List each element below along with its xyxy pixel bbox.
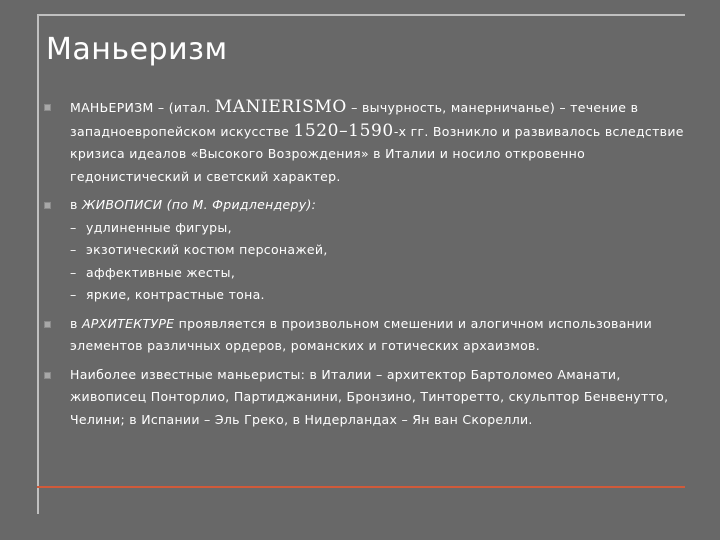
dash-bullet: – — [70, 287, 77, 302]
painting-feature-text: удлиненные фигуры, — [86, 219, 232, 235]
definition-years: 1520–1590 — [293, 120, 394, 141]
frame-bottom-accent-line — [37, 486, 685, 488]
definition-latin-term: MANIERISMO — [214, 97, 347, 117]
painting-features-list — [70, 217, 684, 307]
slide-title: Маньеризм — [46, 32, 228, 67]
painting-feature-item — [70, 284, 684, 307]
square-bullet-icon — [44, 372, 51, 379]
painting-feature-text: аффективные жесты, — [86, 264, 236, 280]
dash-bullet: – — [70, 219, 77, 235]
square-bullet-icon — [44, 321, 51, 328]
architecture-heading: АРХИТЕКТУРЕ — [81, 315, 175, 331]
bullet-item-painting — [44, 194, 684, 307]
painting-feature-text: экзотический костюм персонажей, — [86, 242, 328, 257]
painting-prefix: в — [70, 197, 82, 212]
architecture-prefix: в — [70, 315, 82, 331]
square-bullet-icon — [44, 202, 51, 209]
slide-content — [44, 96, 684, 431]
frame-top-line — [37, 14, 685, 16]
painting-feature-item — [70, 217, 684, 240]
definition-text-b: – вычурность, манерничанье) – течение в западноевропейском искусстве — [70, 100, 639, 139]
dash-bullet: – — [70, 264, 77, 280]
dash-bullet: – — [70, 242, 77, 257]
bullet-item-mannerists — [44, 364, 684, 432]
bullet-item-architecture — [44, 313, 684, 358]
mannerists-text: Наиболее известные маньеристы: в Италии – архитектор Бартоломео Аманати, живописец Понторлио, Партиджанини, Бронзино, Тинторетто, скульптор Бенвенутто, Челини; в Испании – Эль Греко, в Нидерландах – Ян ван Скорелли. — [70, 366, 669, 427]
painting-feature-text: яркие, контрастные тона. — [86, 287, 265, 302]
definition-term: МАНЬЕРИЗМ — [70, 100, 154, 115]
painting-heading: ЖИВОПИСИ (по М. Фридлендеру): — [81, 197, 317, 212]
definition-text-a: – (итал. — [153, 100, 215, 115]
bullet-item-definition — [44, 96, 684, 188]
painting-feature-item — [70, 239, 684, 262]
painting-feature-item — [70, 262, 684, 285]
square-bullet-icon — [44, 104, 51, 111]
definition-text-c: -х гг. Возникло и развивалось вследствие кризиса идеалов «Высокого Возрождения» в Италии и носило откровенно гедонистический и светский характер. — [70, 123, 684, 184]
frame-left-line — [37, 14, 39, 514]
architecture-text: проявляется в произвольном смешении и алогичном использовании элементов различных ордеров, романских и готических архаизмов. — [70, 315, 653, 353]
